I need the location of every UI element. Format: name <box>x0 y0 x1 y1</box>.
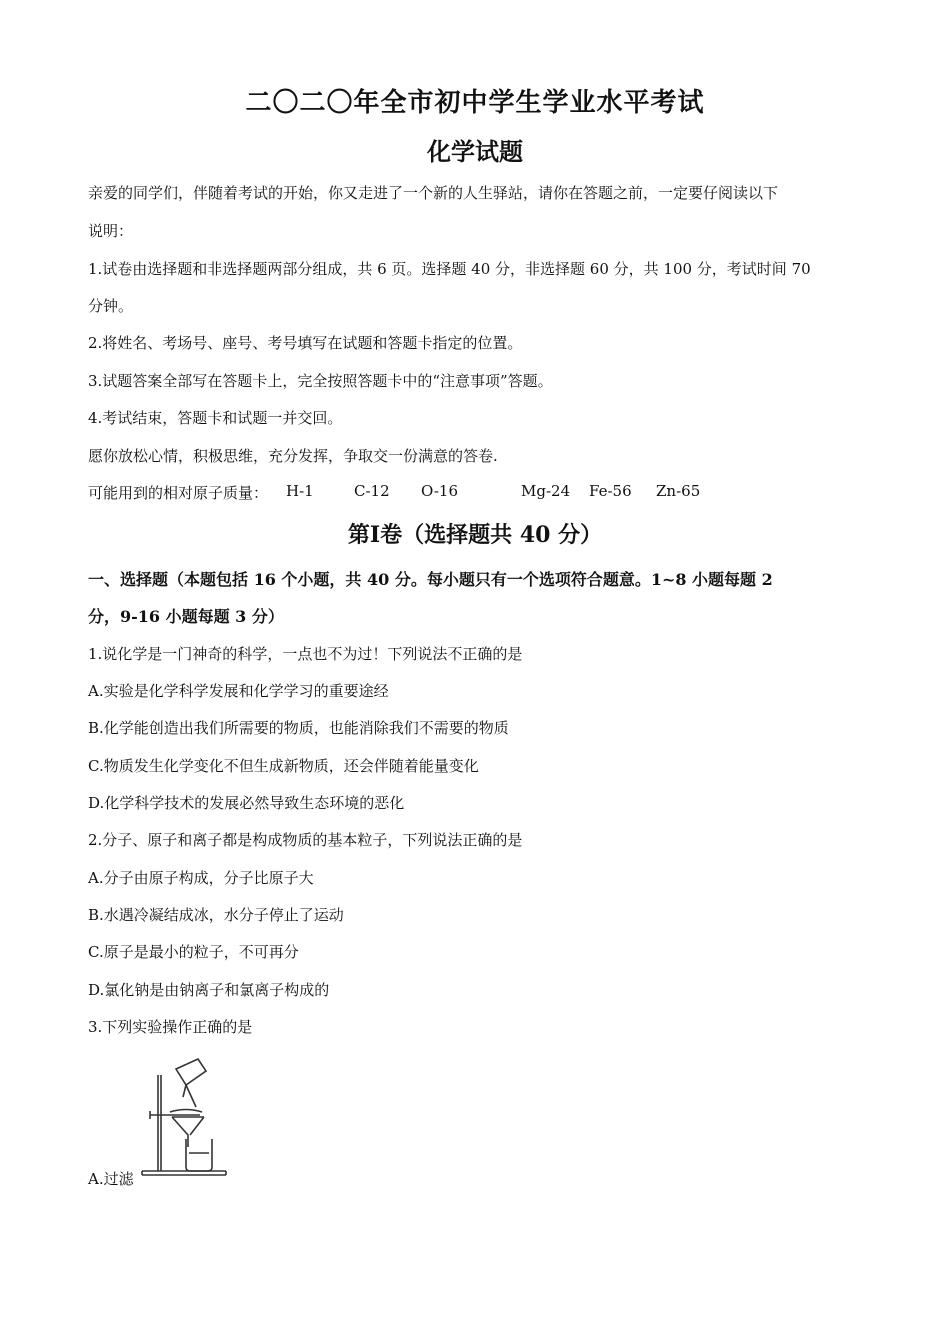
atomic-mass-zn: Zn-65 <box>656 482 701 500</box>
note-1-line2: 分钟。 <box>88 297 134 315</box>
wish-line: 愿你放松心情，积极思维，充分发挥，争取交一份满意的答卷. <box>88 447 498 465</box>
question-3-option-a: A.过滤 <box>88 1170 134 1188</box>
exam-subtitle: 化学试题 <box>427 137 523 166</box>
atomic-mass-h: H-1 <box>286 482 314 500</box>
atomic-mass-o: O-16 <box>421 482 459 500</box>
part1-heading: 第Ⅰ卷（选择题共 40 分） <box>347 522 603 548</box>
intro-greeting-line1: 亲爱的同学们，伴随着考试的开始，你又走进了一个新的人生驿站，请你在答题之前，一定要仔阅读以下 <box>88 184 779 202</box>
question-1-option-b: B.化学能创造出我们所需要的物质，也能消除我们不需要的物质 <box>88 719 509 737</box>
note-2: 2.将姓名、考场号、座号、考号填写在试题和答题卡指定的位置。 <box>88 334 523 352</box>
question-1-option-a: A.实验是化学科学发展和化学学习的重要途经 <box>88 682 389 700</box>
question-2-option-d: D.氯化钠是由钠离子和氯离子构成的 <box>88 981 330 999</box>
note-4: 4.考试结束，答题卡和试题一并交回。 <box>88 409 343 427</box>
part1-instructions-line2: 分，9-16 小题每题 3 分） <box>88 607 284 626</box>
note-1-line1: 1.试卷由选择题和非选择题两部分组成，共 6 页。选择题 40 分，非选择题 60 分，共 100 分，考试时间 70 <box>88 260 811 278</box>
question-2-option-b: B.水遇冷凝结成冰，水分子停止了运动 <box>88 906 344 924</box>
exam-title: 二〇二〇年全市初中学生学业水平考试 <box>245 88 705 118</box>
note-3: 3.试题答案全部写在答题卡上，完全按照答题卡中的“注意事项”答题。 <box>88 372 553 390</box>
question-1-option-c: C.物质发生化学变化不但生成新物质，还会伴随着能量变化 <box>88 757 479 775</box>
filtration-apparatus-image <box>140 1055 230 1180</box>
atomic-mass-label: 可能用到的相对原子质量： <box>88 484 269 502</box>
intro-greeting-line2: 说明： <box>88 222 134 240</box>
question-1-stem: 1.说化学是一门神奇的科学，一点也不为过！下列说法不正确的是 <box>88 645 523 663</box>
part1-instructions-line1: 一、选择题（本题包括 16 个小题，共 40 分。每小题只有一个选项符合题意。1~8 小题每题 2 <box>88 570 773 589</box>
question-3-stem: 3.下列实验操作正确的是 <box>88 1018 253 1036</box>
question-1-option-d: D.化学科学技术的发展必然导致生态环境的恶化 <box>88 794 405 812</box>
atomic-mass-mg: Mg-24 <box>521 482 571 500</box>
question-2-option-c: C.原子是最小的粒子，不可再分 <box>88 943 299 961</box>
atomic-mass-fe: Fe-56 <box>589 482 632 500</box>
atomic-mass-c: C-12 <box>354 482 390 500</box>
question-2-stem: 2.分子、原子和离子都是构成物质的基本粒子，下列说法正确的是 <box>88 831 523 849</box>
question-2-option-a: A.分子由原子构成，分子比原子大 <box>88 869 314 887</box>
